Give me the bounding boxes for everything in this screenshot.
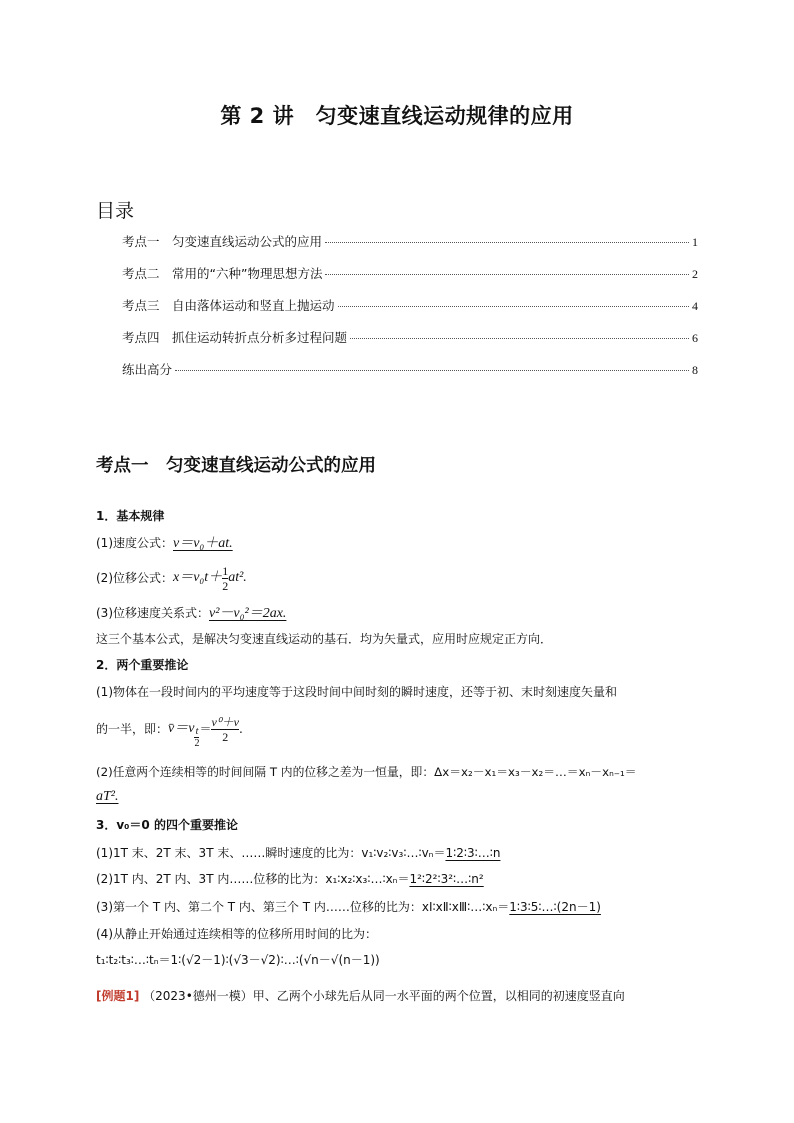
toc-leader (325, 242, 689, 243)
subscript-numerator: t (195, 725, 199, 737)
toc-item-page: 1 (692, 235, 698, 249)
interval-displacement-ratio-line (96, 899, 706, 915)
interval-displacement-ratio-value: 1∶3∶5∶…∶(2n－1) (509, 900, 601, 914)
table-of-contents (122, 232, 698, 392)
fraction-denominator: 2 (222, 578, 229, 593)
displacement-formula-b: at². (228, 570, 247, 585)
subheading-basic-laws: 1．基本规律 (96, 509, 165, 523)
toc-item-page: 2 (692, 267, 698, 281)
example-text: （2023•德州一模）甲、乙两个小球先后从同一水平面的两个位置，以相同的初速度竖直向 (143, 989, 625, 1003)
displacement-ratio-label: (2)1T 内、2T 内、3T 内……位移的比为：x₁∶x₂∶x₃∶…∶xₙ＝ (96, 872, 410, 886)
velocity-formula-line (96, 535, 706, 552)
toc-leader (325, 274, 689, 275)
toc-item-page: 6 (692, 331, 698, 345)
toc-leader (350, 338, 689, 339)
fraction-numerator: 1 (222, 563, 229, 578)
velocity-ratio-label: (1)1T 末、2T 末、3T 末、……瞬时速度的比为：v₁∶v₂∶v₃∶…∶vₙ＝ (96, 846, 446, 860)
average-velocity-line2 (96, 708, 706, 750)
toc-item-label: 考点四 抓住运动转折点分析多过程问题 (122, 330, 348, 345)
velocity-ratio-line (96, 845, 706, 861)
subheading-four-corollaries: 3．v₀＝0 的四个重要推论 (96, 818, 238, 832)
subscript-denominator: 2 (194, 737, 200, 749)
toc-heading: 目录 (96, 200, 135, 222)
toc-leader (175, 370, 689, 371)
average-velocity-fraction (211, 715, 238, 744)
toc-item-4[interactable] (122, 328, 698, 360)
time-ratio-formula: t₁∶t₂∶t₃∶…∶tₙ＝1∶(√2－1)∶(√3－√2)∶…∶(√n－√(n－1)) (96, 953, 380, 967)
toc-item-2[interactable] (122, 264, 698, 296)
average-velocity-label: 的一半，即： (96, 722, 169, 736)
average-velocity-symbol: v̄＝v (168, 721, 195, 736)
displacement-ratio-value: 1²∶2²∶3²∶…∶n² (409, 872, 484, 886)
interval-displacement-ratio-label: (3)第一个 T 内、第二个 T 内、第三个 T 内……位移的比为：xⅠ∶xⅡ∶xⅢ∶…∶xₙ＝ (96, 900, 510, 914)
average-velocity-line1: (1)物体在一段时间内的平均速度等于这段时间中间时刻的瞬时速度，还等于初、末时刻速度矢量和 (96, 685, 618, 699)
equals-sign: ＝ (199, 722, 212, 736)
subheading-two-corollaries: 2．两个重要推论 (96, 658, 189, 672)
section-heading: 考点一 匀变速直线运动公式的应用 (96, 456, 376, 476)
toc-item-label: 考点二 常用的“六种”物理思想方法 (122, 266, 323, 281)
fraction-denominator: 2 (222, 729, 229, 744)
toc-item-3[interactable] (122, 296, 698, 328)
displacement-difference-result: aT². (96, 789, 119, 804)
page-title: 第 2 讲 匀变速直线运动规律的应用 (220, 104, 574, 128)
toc-item-label: 考点三 自由落体运动和竖直上抛运动 (122, 298, 335, 313)
toc-leader (338, 306, 689, 307)
sentence-end: . (238, 722, 243, 736)
toc-item-label: 练出高分 (122, 362, 173, 377)
toc-item-5[interactable] (122, 360, 698, 392)
basic-formulas-note: 这三个基本公式，是解决匀变速直线运动的基石．均为矢量式，应用时应规定正方向． (96, 632, 553, 646)
velocity-formula: v＝v₀＋at. (173, 536, 233, 551)
toc-item-page: 4 (692, 299, 698, 313)
example-line (96, 988, 706, 1004)
example-tag: [例题1] (96, 989, 140, 1003)
toc-item-page: 8 (692, 363, 698, 377)
toc-item-label: 考点一 匀变速直线运动公式的应用 (122, 234, 323, 249)
displacement-formula-label: (2)位移公式： (96, 571, 173, 585)
velocity-displacement-label: (3)位移速度关系式： (96, 606, 209, 620)
displacement-ratio-line (96, 871, 706, 887)
toc-item-1[interactable] (122, 232, 698, 264)
velocity-displacement-formula: v²－v₀²＝2ax. (209, 606, 287, 621)
velocity-ratio-value: 1∶2∶3∶…∶n (445, 846, 501, 860)
velocity-displacement-line (96, 605, 706, 622)
time-ratio-label: (4)从静止开始通过连续相等的位移所用时间的比为： (96, 927, 378, 941)
displacement-formula-a: x＝v₀t＋ (173, 570, 223, 585)
displacement-difference-line2 (96, 788, 706, 805)
velocity-formula-label: (1)速度公式： (96, 536, 173, 550)
fraction-numerator: v⁰＋v (211, 714, 239, 729)
displacement-difference-line1: (2)任意两个连续相等的时间间隔 T 内的位移之差为一恒量，即：Δx＝x₂－x₁＝x₃－x₂＝…＝xₙ－xₙ₋₁＝ (96, 765, 637, 779)
displacement-formula-line (96, 560, 706, 596)
